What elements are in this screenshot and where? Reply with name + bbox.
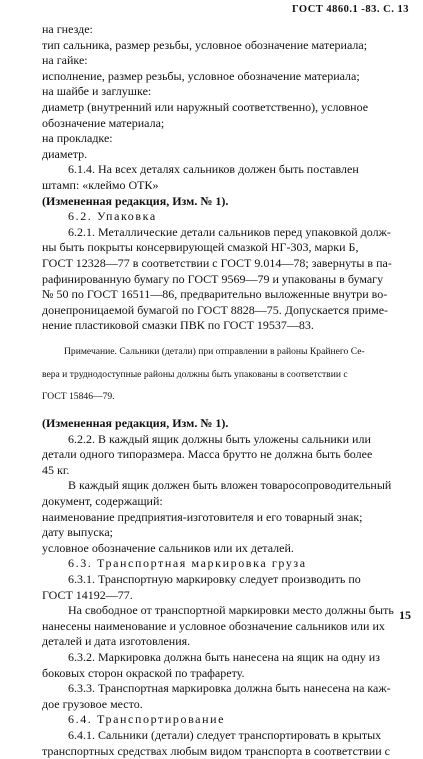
amendment-note: (Измененная редакция, Изм. № 1). (42, 194, 412, 210)
text-line: диаметр (внутренний или наружный соответственно), условное (42, 100, 412, 116)
text-line: транспортных средствах любым видом транспорта в соответствии с (42, 744, 412, 759)
clause-6-4-1: 6.4.1. Сальники (детали) следует транспортировать в крытых (42, 728, 412, 744)
section-heading-marking: 6.3. Транспортная маркировка груза (42, 556, 412, 572)
clause-6-3-2: 6.3.2. Маркировка должна быть нанесена на ящик на одну из (42, 650, 412, 666)
text-line: дое грузовое место. (42, 697, 412, 713)
text-line: на гайке: (42, 53, 412, 69)
text-line: нение пластиковой смазки ПВК по ГОСТ 19537—83. (42, 318, 412, 334)
text-line: донепроницаемой бумагой по ГОСТ 8828—75. Допускается приме- (42, 303, 412, 319)
text-line: исполнение, размер резьбы, условное обозначение материала; (42, 69, 412, 85)
clause-6-1-4: 6.1.4. На всех деталях сальников должен быть поставлен (42, 162, 412, 178)
text-line: штамп: «клеймо ОТК» (42, 178, 412, 194)
text-line: диаметр. (42, 147, 412, 163)
text-line: ГОСТ 14192—77. (42, 588, 412, 604)
text-line: ны быть покрыты консервирующей смазкой НГ-303, марки Б, (42, 240, 412, 256)
clause-6-2-2: 6.2.2. В каждый ящик должны быть уложены сальники или (42, 432, 412, 448)
section-heading-transport: 6.4. Транспортирование (42, 712, 412, 728)
text-line: тип сальника, размер резьбы, условное обозначение материала; (42, 38, 412, 54)
text-line: 45 кг. (42, 463, 412, 479)
text-line: на шайбе и заглушке: (42, 84, 412, 100)
text-line: обозначение материала; (42, 116, 412, 132)
text-line: детали одного типоразмера. Масса брутто не должна быть более (42, 447, 412, 463)
text-line: документ, содержащий: (42, 494, 412, 510)
text-line: нанесены наименование и условное обозначение сальников или их (42, 619, 412, 635)
clause-6-3-3: 6.3.3. Транспортная маркировка должна быть нанесена на каж- (42, 681, 412, 697)
amendment-note: (Измененная редакция, Изм. № 1). (42, 416, 412, 432)
text-line: боковых сторон окраской по трафарету. (42, 666, 412, 682)
text-line: рафинированную бумагу по ГОСТ 9569—79 и упакованы в бумагу (42, 272, 412, 288)
text-line: на прокладке: (42, 131, 412, 147)
text-line: На свободное от транспортной маркировки место должны быть (42, 603, 412, 619)
text-line: В каждый ящик должен быть вложен товаросопроводительный (42, 478, 412, 494)
note-line: ГОСТ 15846—79. (42, 391, 412, 404)
note-line: Примечание. Сальники (детали) при отправлении в районы Крайнего Се- (42, 346, 412, 359)
text-line: ГОСТ 12328—77 в соответствии с ГОСТ 9.014—78; завернуты в па- (42, 256, 412, 272)
note-line: вера и труднодоступные районы должны быть упакованы в соответствии с (42, 369, 412, 382)
clause-6-3-1: 6.3.1. Транспортную маркировку следует производить по (42, 572, 412, 588)
list-item: дату выпуска; (42, 525, 412, 541)
text-line: на гнезде: (42, 22, 412, 38)
section-heading-packaging: 6.2. Упаковка (42, 209, 412, 225)
document-body (42, 22, 412, 759)
list-item: условное обозначение сальников или их деталей. (42, 541, 412, 557)
page-header: ГОСТ 4860.1 -83. С. 13 (292, 4, 409, 15)
page-number: 15 (399, 608, 411, 623)
clause-6-2-1: 6.2.1. Металлические детали сальников перед упаковкой долж- (42, 225, 412, 241)
list-item: наименование предприятия-изготовителя и его товарный знак; (42, 510, 412, 526)
text-line: деталей и дата изготовления. (42, 634, 412, 650)
text-line: № 50 по ГОСТ 16511—86, предварительно выложенные внутри во- (42, 287, 412, 303)
